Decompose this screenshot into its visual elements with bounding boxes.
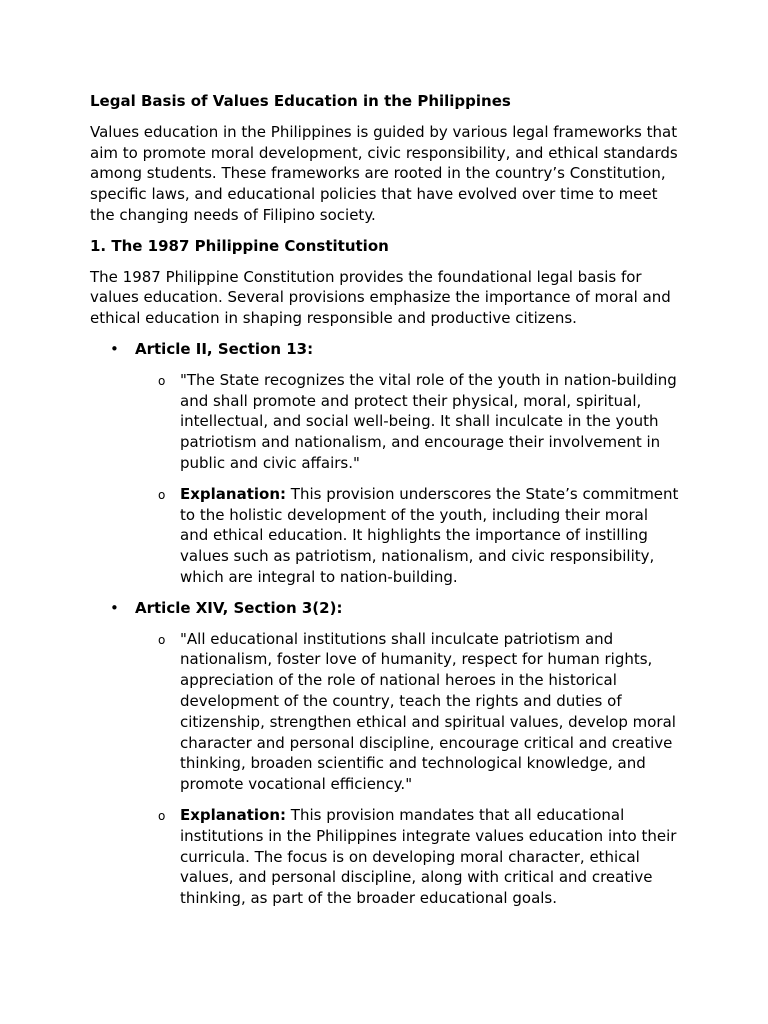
article-title: Article II, Section 13: <box>135 339 314 358</box>
document-body <box>90 91 680 919</box>
circle-bullet-icon: o <box>158 632 166 647</box>
quote-text: "All educational institutions shall inculcate patriotism and nationalism, foster love of humanity, respect for human rights, appreciation of the role of national heroes in the historical development of the country, teach the rights and duties of citizenship, strengthen ethical and spiritual values, develop moral character and personal discipline, encourage critical and creative thinking, broaden scientific and technological knowledge, and promote vocational efficiency." <box>180 629 676 794</box>
circle-bullet-icon: o <box>158 487 166 502</box>
explanation-text: This provision mandates that all educational institutions in the Philippines integrate values education into their curricula. The focus is on developing moral character, ethical values, and personal discipline, along with critical and creative thinking, as part of the broader educational goals. <box>180 805 677 908</box>
explanation-item <box>135 484 680 588</box>
explanation-label: Explanation: <box>180 484 287 503</box>
quote-item <box>135 629 680 795</box>
article-item <box>90 598 680 909</box>
article-item <box>90 339 680 588</box>
quote-item <box>135 370 680 474</box>
section-heading: 1. The 1987 Philippine Constitution <box>90 236 389 255</box>
section-intro-paragraph: The 1987 Philippine Constitution provides the foundational legal basis for values education. Several provisions emphasize the importance of moral and ethical education in shaping responsible and productive citizens. <box>90 267 671 328</box>
explanation-text: This provision underscores the State’s commitment to the holistic development of the youth, including their moral and ethical education. It highlights the importance of instilling values such as patriotism, nationalism, and civic responsibility, which are integral to nation-building. <box>180 484 679 586</box>
sub-list <box>135 370 680 588</box>
circle-bullet-icon: o <box>158 808 166 823</box>
explanation-label: Explanation: <box>180 805 287 824</box>
explanation-item <box>135 805 680 909</box>
circle-bullet-icon: o <box>158 373 166 388</box>
article-title: Article XIV, Section 3(2): <box>135 598 343 617</box>
quote-text: "The State recognizes the vital role of the youth in nation-building and shall promote and protect their physical, moral, spiritual, intellectual, and social well-being. It shall inculcate in the youth patriotism and nationalism, and encourage their involvement in public and civic affairs." <box>180 370 677 472</box>
intro-paragraph: Values education in the Philippines is guided by various legal frameworks that aim to promote moral development, civic responsibility, and ethical standards among students. These frameworks are rooted in the country’s Constitution, specific laws, and educational policies that have evolved over time to meet the changing needs of Filipino society. <box>90 122 678 224</box>
document-title: Legal Basis of Values Education in the Philippines <box>90 92 511 110</box>
sub-list <box>135 629 680 909</box>
bullet-icon: • <box>110 339 119 358</box>
bullet-icon: • <box>110 598 119 617</box>
article-list <box>90 339 680 909</box>
